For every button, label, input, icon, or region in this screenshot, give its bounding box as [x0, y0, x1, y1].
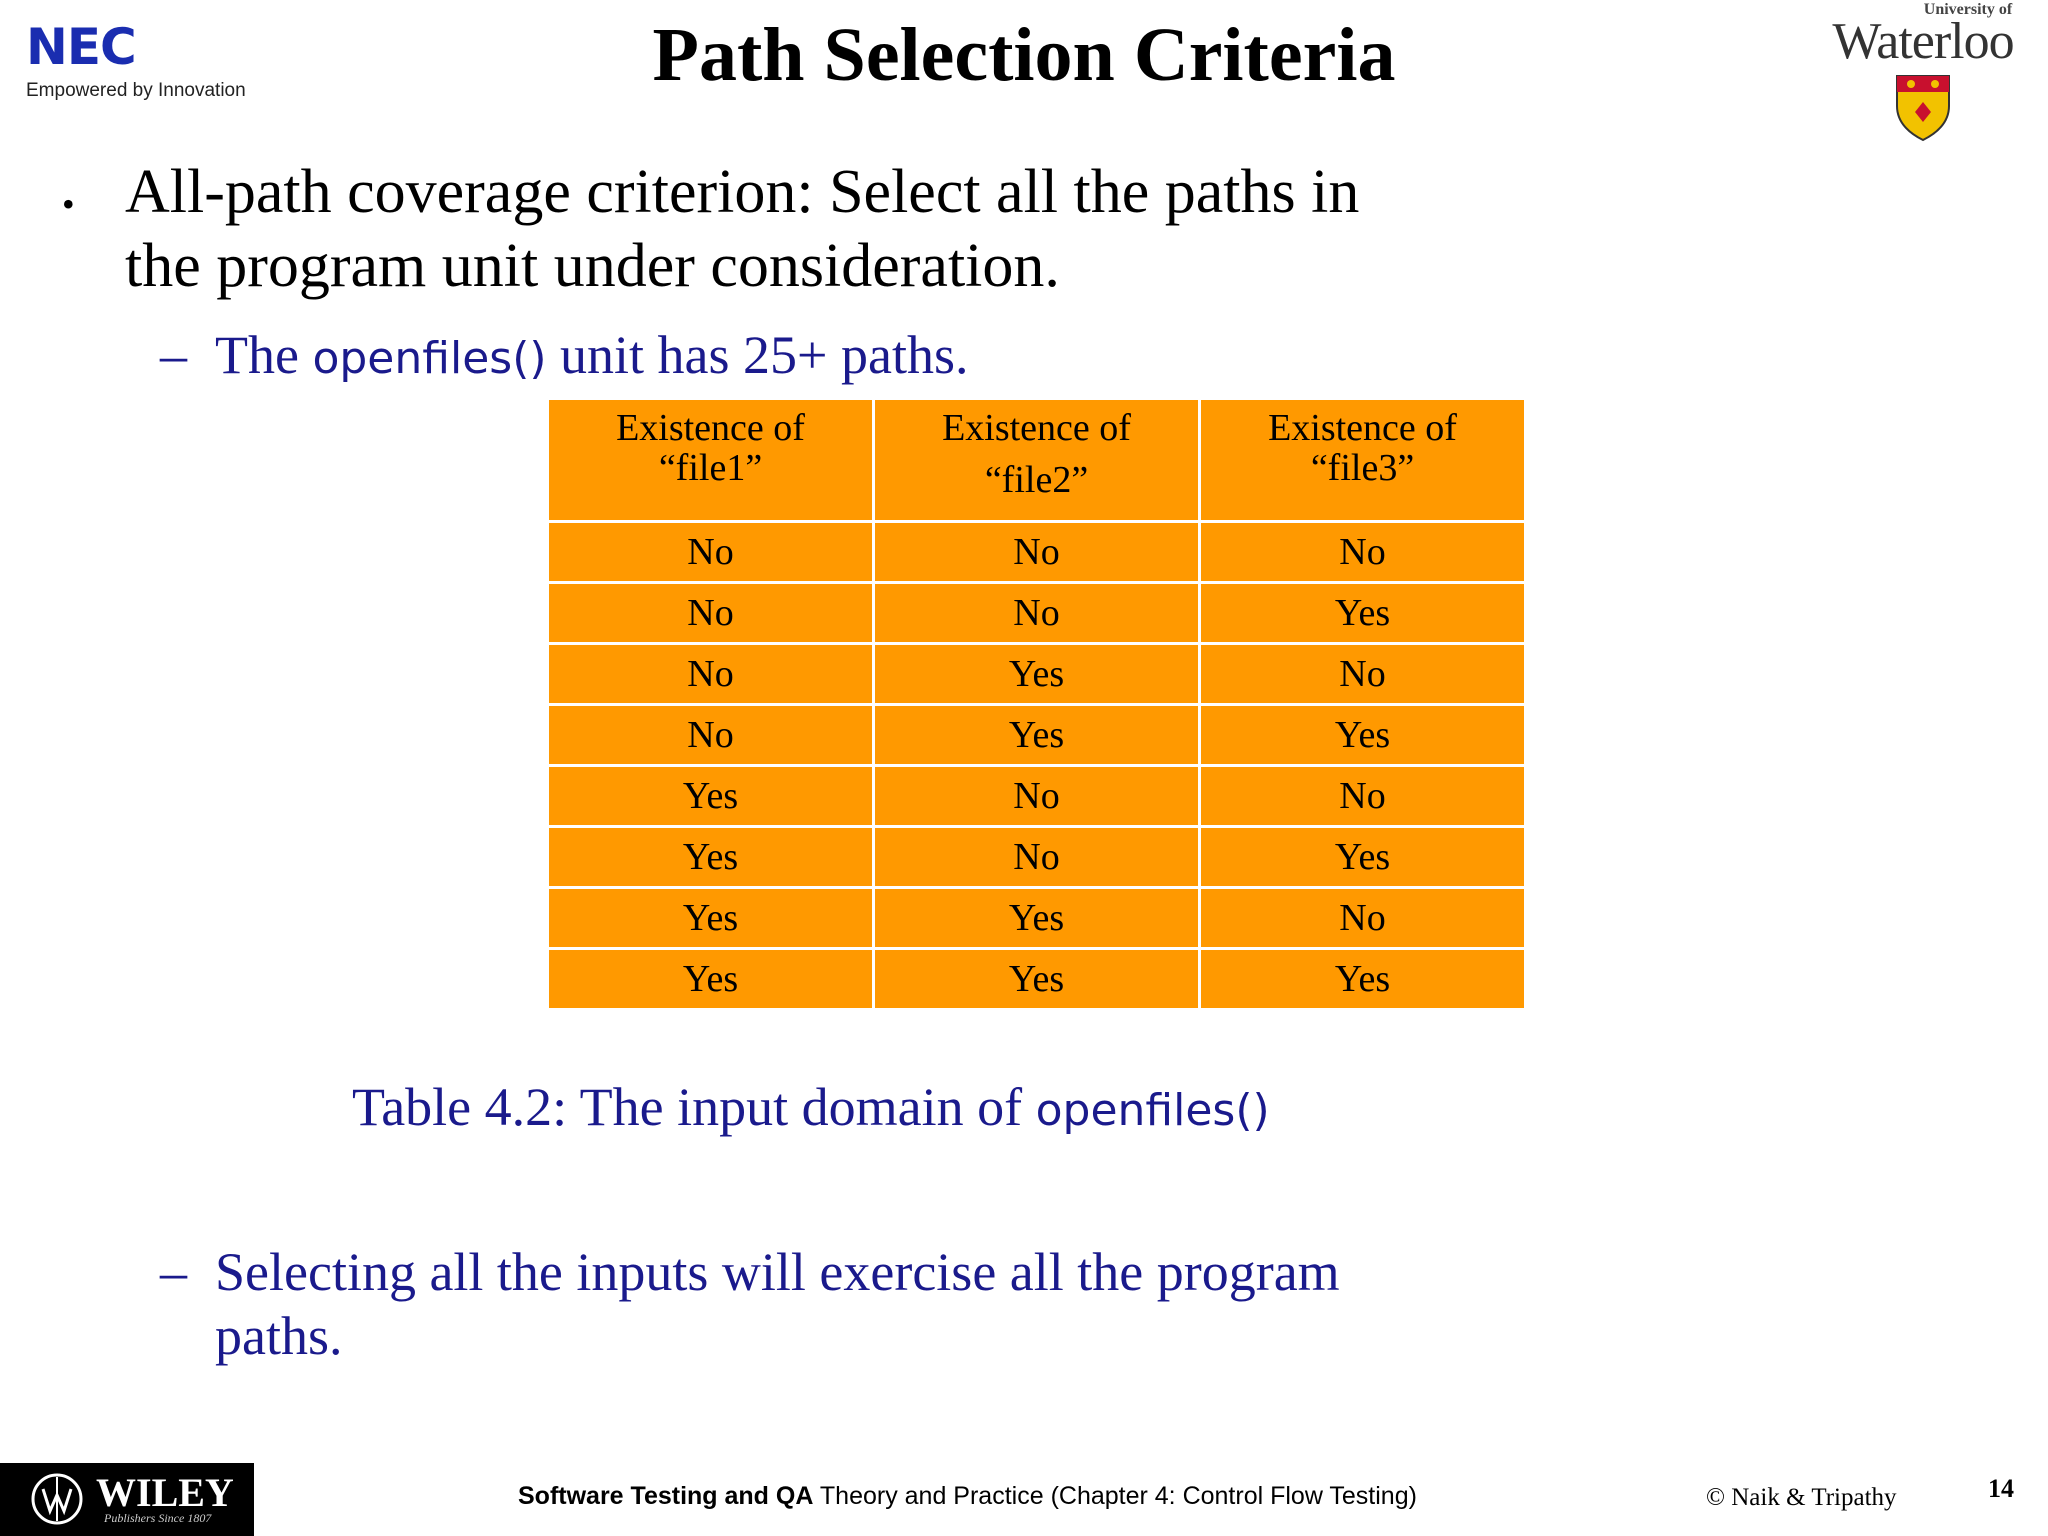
table-header-cell: Existence of “file3”	[1200, 399, 1526, 522]
table-cell: Yes	[1200, 827, 1526, 888]
table-cell: No	[874, 827, 1200, 888]
table-row	[548, 583, 1526, 644]
table-cell: Yes	[1200, 705, 1526, 766]
table-row	[548, 949, 1526, 1010]
table-cell: Yes	[548, 827, 874, 888]
table-cell: Yes	[874, 644, 1200, 705]
bullet-marker: •	[62, 184, 75, 224]
table-cell: No	[874, 583, 1200, 644]
table-header-cell: Existence of “file2”	[874, 399, 1200, 522]
table-cell: Yes	[1200, 583, 1526, 644]
sub-bullet-paths	[160, 323, 968, 391]
sub-bullet-text-post: unit has 25+ paths.	[546, 325, 969, 385]
table-header-row	[548, 399, 1526, 522]
sub-bullet-inputs	[160, 1240, 1660, 1368]
table-cell: Yes	[874, 949, 1200, 1010]
table-cell: No	[548, 644, 874, 705]
waterloo-logo-small: University of	[1923, 1, 2013, 18]
table-cell: Yes	[548, 766, 874, 827]
table-cell: Yes	[874, 888, 1200, 949]
main-bullet	[125, 155, 1575, 303]
sub-bullet-dash: –	[160, 1242, 187, 1302]
nec-logo-tagline: Empowered by Innovation	[26, 80, 246, 101]
table-cell: No	[1200, 766, 1526, 827]
slide-title: Path Selection Criteria	[652, 13, 1396, 97]
table-caption-text: Table 4.2: The input domain of	[352, 1077, 1036, 1137]
table-cell: No	[1200, 644, 1526, 705]
table-cell: Yes	[874, 705, 1200, 766]
nec-logo-mark: NEC	[26, 18, 136, 76]
footer-course-title	[518, 1482, 1417, 1511]
table-row	[548, 766, 1526, 827]
waterloo-logo	[1808, 2, 2038, 142]
table-row	[548, 705, 1526, 766]
table-cell: No	[874, 522, 1200, 583]
waterloo-logo-word: Waterloo	[1832, 13, 2014, 70]
footer-course-bold: Software Testing and QA	[518, 1482, 814, 1510]
footer-copyright: © Naik & Tripathy	[1706, 1484, 1897, 1511]
sub-bullet-text-pre: The	[215, 325, 313, 385]
table-cell: No	[548, 705, 874, 766]
code-openfiles: openfiles()	[1035, 1085, 1270, 1136]
table-row	[548, 888, 1526, 949]
table-cell: Yes	[548, 888, 874, 949]
table-cell: No	[874, 766, 1200, 827]
main-bullet-line2: the program unit under consideration.	[125, 232, 1060, 300]
table-cell: No	[1200, 522, 1526, 583]
table-cell: Yes	[548, 949, 874, 1010]
footer-course-rest: Theory and Practice (Chapter 4: Control Flow Testing)	[813, 1482, 1417, 1510]
page-number: 14	[1988, 1474, 2014, 1503]
table-cell: Yes	[1200, 949, 1526, 1010]
input-domain-table	[546, 397, 1527, 1011]
code-openfiles: openfiles()	[312, 333, 547, 384]
table-row	[548, 644, 1526, 705]
sub-bullet-line2: paths.	[215, 1306, 343, 1366]
sub-bullet-dash: –	[160, 325, 187, 385]
wiley-logo-sub: Publishers Since 1807	[104, 1511, 212, 1525]
table-cell: No	[1200, 888, 1526, 949]
table-cell: No	[548, 522, 874, 583]
wiley-logo-word: WILEY	[96, 1470, 234, 1515]
wiley-logo	[0, 1463, 254, 1536]
wiley-emblem-icon	[26, 1471, 88, 1527]
waterloo-shield-icon	[1893, 72, 1953, 142]
table-caption	[352, 1075, 1270, 1143]
table-row	[548, 827, 1526, 888]
table-row	[548, 522, 1526, 583]
main-bullet-line1: All-path coverage criterion: Select all the paths in	[125, 158, 1360, 226]
table-cell: No	[548, 583, 874, 644]
sub-bullet-line1: Selecting all the inputs will exercise all the program	[215, 1242, 1340, 1302]
table-header-cell: Existence of “file1”	[548, 399, 874, 522]
